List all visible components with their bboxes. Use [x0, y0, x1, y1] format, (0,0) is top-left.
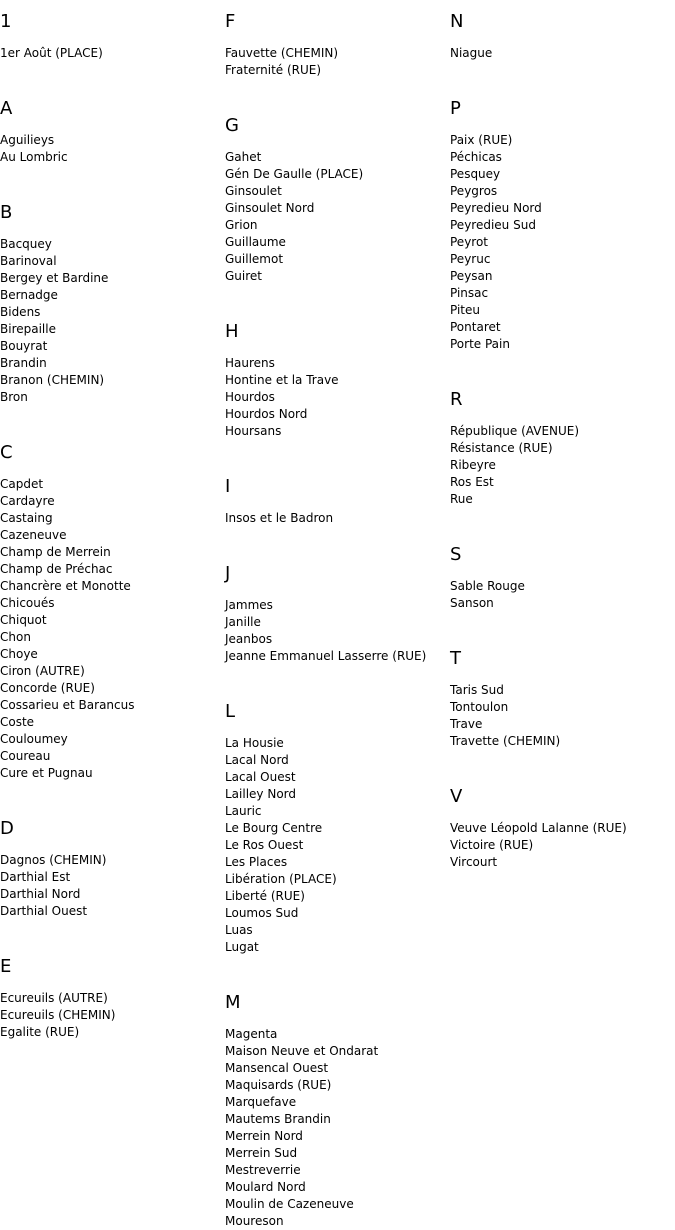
street-link[interactable]: Capdet: [0, 477, 44, 491]
street-link[interactable]: Chancrère et Monotte: [0, 579, 131, 593]
street-link[interactable]: Fauvette (CHEMIN): [225, 46, 339, 60]
street-link[interactable]: Au Lombric: [0, 150, 68, 164]
street-link[interactable]: Ecureuils (AUTRE): [0, 991, 108, 1005]
street-link[interactable]: Bron: [0, 390, 28, 404]
street-link[interactable]: Vircourt: [450, 855, 498, 869]
street-link[interactable]: Taris Sud: [450, 683, 504, 697]
street-link[interactable]: Ros Est: [450, 475, 494, 489]
street-link[interactable]: Cazeneuve: [0, 528, 67, 542]
street-link[interactable]: Sable Rouge: [450, 579, 525, 593]
street-link[interactable]: Moulard Nord: [225, 1180, 306, 1194]
letter-group: [225, 477, 450, 551]
street-list: [0, 990, 225, 1041]
street-list: [225, 735, 450, 956]
group-spacer: [450, 750, 675, 774]
letter-group: [450, 390, 675, 532]
street-link[interactable]: Chiquot: [0, 613, 47, 627]
letter-heading: F: [225, 11, 236, 32]
letter-group: [0, 443, 225, 806]
street-link[interactable]: Lailley Nord: [225, 787, 296, 801]
street-list: [450, 682, 675, 750]
street-link[interactable]: Bouyrat: [0, 339, 48, 353]
street-link[interactable]: Bidens: [0, 305, 41, 319]
group-spacer: [225, 527, 450, 551]
letter-heading: R: [450, 389, 463, 410]
letter-heading: T: [450, 648, 461, 669]
letter-group: [225, 993, 450, 1230]
letter-group: [225, 702, 450, 980]
group-spacer: [0, 782, 225, 806]
letter-group: [0, 12, 225, 86]
street-link[interactable]: Branon (CHEMIN): [0, 373, 105, 387]
street-link[interactable]: Haurens: [225, 356, 275, 370]
street-link[interactable]: Darthial Est: [0, 870, 71, 884]
index-column-1: [0, 0, 225, 1041]
group-spacer: [225, 285, 450, 309]
street-link[interactable]: Liberté (RUE): [225, 889, 305, 903]
street-link[interactable]: Ecureuils (CHEMIN): [0, 1008, 116, 1022]
street-link[interactable]: Peyredieu Nord: [450, 201, 542, 215]
street-link[interactable]: Champ de Préchac: [0, 562, 113, 576]
letter-group: [450, 787, 675, 871]
street-list: [0, 236, 225, 406]
street-link[interactable]: Coureau: [0, 749, 51, 763]
group-spacer: [225, 956, 450, 980]
group-spacer: [450, 353, 675, 377]
letter-heading: J: [225, 563, 231, 584]
index-column-3: [450, 0, 675, 871]
street-link[interactable]: Les Places: [225, 855, 288, 869]
street-link[interactable]: Peygros: [450, 184, 498, 198]
street-link[interactable]: Pontaret: [450, 320, 501, 334]
street-link[interactable]: Peyruc: [450, 252, 491, 266]
street-link[interactable]: Lacal Nord: [225, 753, 289, 767]
street-link[interactable]: Pesquey: [450, 167, 501, 181]
street-link[interactable]: Darthial Nord: [0, 887, 81, 901]
street-link[interactable]: Aguilieys: [0, 133, 55, 147]
letter-group: [225, 116, 450, 309]
street-link[interactable]: Ciron (AUTRE): [0, 664, 85, 678]
letter-group: [0, 203, 225, 430]
street-link[interactable]: Résistance (RUE): [450, 441, 553, 455]
street-link[interactable]: Libération (PLACE): [225, 872, 337, 886]
street-link[interactable]: Ginsoulet: [225, 184, 282, 198]
street-link[interactable]: Cardayre: [0, 494, 55, 508]
street-list: [225, 355, 450, 440]
street-link[interactable]: Champ de Merrein: [0, 545, 111, 559]
street-link[interactable]: Jeanbos: [225, 632, 273, 646]
letter-heading: B: [0, 202, 13, 223]
street-link[interactable]: Jammes: [225, 598, 273, 612]
street-link[interactable]: 1er Août (PLACE): [0, 46, 103, 60]
letter-group: [450, 649, 675, 774]
street-link[interactable]: Peysan: [450, 269, 493, 283]
street-link[interactable]: Gén De Gaulle (PLACE): [225, 167, 364, 181]
letter-heading: A: [0, 98, 13, 119]
letter-heading: C: [0, 442, 13, 463]
group-spacer: [225, 665, 450, 689]
street-link[interactable]: Guillemot: [225, 252, 284, 266]
street-link[interactable]: Peyredieu Sud: [450, 218, 536, 232]
letter-group: [450, 99, 675, 377]
index-column-2: [225, 0, 450, 1230]
street-link[interactable]: Paix (RUE): [450, 133, 513, 147]
street-link[interactable]: Birepaille: [0, 322, 56, 336]
street-link[interactable]: Lacal Ouest: [225, 770, 296, 784]
street-link[interactable]: Rue: [450, 492, 473, 506]
street-link[interactable]: Janille: [225, 615, 261, 629]
street-link[interactable]: Maison Neuve et Ondarat: [225, 1044, 379, 1058]
letter-heading: P: [450, 98, 461, 119]
street-link[interactable]: Veuve Léopold Lalanne (RUE): [450, 821, 627, 835]
letter-group: [450, 545, 675, 636]
group-spacer: [450, 508, 675, 532]
street-link[interactable]: Sanson: [450, 596, 494, 610]
street-link[interactable]: Insos et le Badron: [225, 511, 334, 525]
street-link[interactable]: Trave: [450, 717, 483, 731]
street-list: [450, 423, 675, 508]
group-spacer: [0, 166, 225, 190]
letter-group: [225, 12, 450, 103]
street-link[interactable]: Coste: [0, 715, 35, 729]
street-link[interactable]: Choye: [0, 647, 38, 661]
street-link[interactable]: Barinoval: [0, 254, 57, 268]
street-list: [0, 476, 225, 782]
street-list: [0, 45, 225, 62]
street-list: [225, 1026, 450, 1230]
group-spacer: [0, 62, 225, 86]
street-link[interactable]: Le Ros Ouest: [225, 838, 304, 852]
street-link[interactable]: Merrein Nord: [225, 1129, 303, 1143]
street-list: [225, 597, 450, 665]
street-link[interactable]: Bergey et Bardine: [0, 271, 109, 285]
street-link[interactable]: Guillaume: [225, 235, 286, 249]
street-link[interactable]: Concorde (RUE): [0, 681, 95, 695]
street-link[interactable]: Castaing: [0, 511, 53, 525]
letter-heading: I: [225, 476, 231, 497]
street-link[interactable]: Hourdos Nord: [225, 407, 308, 421]
letter-group: [225, 564, 450, 689]
street-link[interactable]: Porte Pain: [450, 337, 510, 351]
street-link[interactable]: Ribeyre: [450, 458, 496, 472]
letter-heading: D: [0, 818, 14, 839]
letter-heading: S: [450, 544, 462, 565]
street-link[interactable]: Le Bourg Centre: [225, 821, 323, 835]
street-link[interactable]: Bernadge: [0, 288, 58, 302]
street-link[interactable]: Chicoués: [0, 596, 55, 610]
street-link[interactable]: Ginsoulet Nord: [225, 201, 315, 215]
group-spacer: [225, 79, 450, 103]
street-link[interactable]: Cossarieu et Barancus: [0, 698, 135, 712]
street-link[interactable]: Hontine et la Trave: [225, 373, 339, 387]
street-link[interactable]: Gahet: [225, 150, 262, 164]
street-link[interactable]: Dagnos (CHEMIN): [0, 853, 107, 867]
street-link[interactable]: Péchicas: [450, 150, 502, 164]
street-link[interactable]: Darthial Ouest: [0, 904, 88, 918]
street-link[interactable]: Couloumey: [0, 732, 68, 746]
street-list: [450, 820, 675, 871]
group-spacer: [450, 62, 675, 86]
street-link[interactable]: Hourdos: [225, 390, 275, 404]
street-link[interactable]: Peyrot: [450, 235, 489, 249]
street-link[interactable]: Travette (CHEMIN): [450, 734, 561, 748]
street-link[interactable]: Jeanne Emmanuel Lasserre (RUE): [225, 649, 427, 663]
street-link[interactable]: Victoire (RUE): [450, 838, 534, 852]
street-link[interactable]: Magenta: [225, 1027, 278, 1041]
street-link[interactable]: Pinsac: [450, 286, 489, 300]
street-link[interactable]: Cure et Pugnau: [0, 766, 93, 780]
street-link[interactable]: Mautems Brandin: [225, 1112, 331, 1126]
street-link[interactable]: République (AVENUE): [450, 424, 580, 438]
street-link[interactable]: Piteu: [450, 303, 480, 317]
street-link[interactable]: Lugat: [225, 940, 259, 954]
street-list: [225, 510, 450, 527]
street-link[interactable]: Tontoulon: [450, 700, 509, 714]
street-link[interactable]: La Housie: [225, 736, 284, 750]
street-list: [225, 149, 450, 285]
street-link[interactable]: Merrein Sud: [225, 1146, 298, 1160]
letter-group: [0, 819, 225, 944]
street-list: [450, 132, 675, 353]
letter-heading: 1: [0, 11, 12, 32]
street-link[interactable]: Maquisards (RUE): [225, 1078, 332, 1092]
street-link[interactable]: Grion: [225, 218, 258, 232]
letter-heading: G: [225, 115, 239, 136]
letter-heading: M: [225, 992, 241, 1013]
street-link[interactable]: Loumos Sud: [225, 906, 299, 920]
group-spacer: [450, 612, 675, 636]
street-list: [0, 852, 225, 920]
street-link[interactable]: Mansencal Ouest: [225, 1061, 329, 1075]
street-link[interactable]: Egalite (RUE): [0, 1025, 80, 1039]
group-spacer: [0, 406, 225, 430]
street-link[interactable]: Lauric: [225, 804, 262, 818]
street-link[interactable]: Chon: [0, 630, 31, 644]
street-link[interactable]: Brandin: [0, 356, 47, 370]
street-link[interactable]: Bacquey: [0, 237, 52, 251]
street-link[interactable]: Fraternité (RUE): [225, 63, 322, 77]
street-list: [450, 578, 675, 612]
street-list: [0, 132, 225, 166]
street-link[interactable]: Mestreverrie: [225, 1163, 301, 1177]
street-link[interactable]: Luas: [225, 923, 253, 937]
letter-heading: V: [450, 786, 463, 807]
street-link[interactable]: Moureson: [225, 1214, 284, 1228]
letter-group: [0, 99, 225, 190]
letter-heading: E: [0, 956, 12, 977]
street-link[interactable]: Guiret: [225, 269, 262, 283]
letter-heading: N: [450, 11, 464, 32]
street-link[interactable]: Moulin de Cazeneuve: [225, 1197, 354, 1211]
street-link[interactable]: Hoursans: [225, 424, 282, 438]
street-list: [225, 45, 450, 79]
letter-group: [0, 957, 225, 1041]
group-spacer: [225, 440, 450, 464]
street-list: [450, 45, 675, 62]
street-link[interactable]: Marquefave: [225, 1095, 297, 1109]
group-spacer: [0, 920, 225, 944]
letter-group: [225, 322, 450, 464]
street-link[interactable]: Niague: [450, 46, 493, 60]
letter-heading: H: [225, 321, 239, 342]
letter-heading: L: [225, 701, 236, 722]
letter-group: [450, 12, 675, 86]
